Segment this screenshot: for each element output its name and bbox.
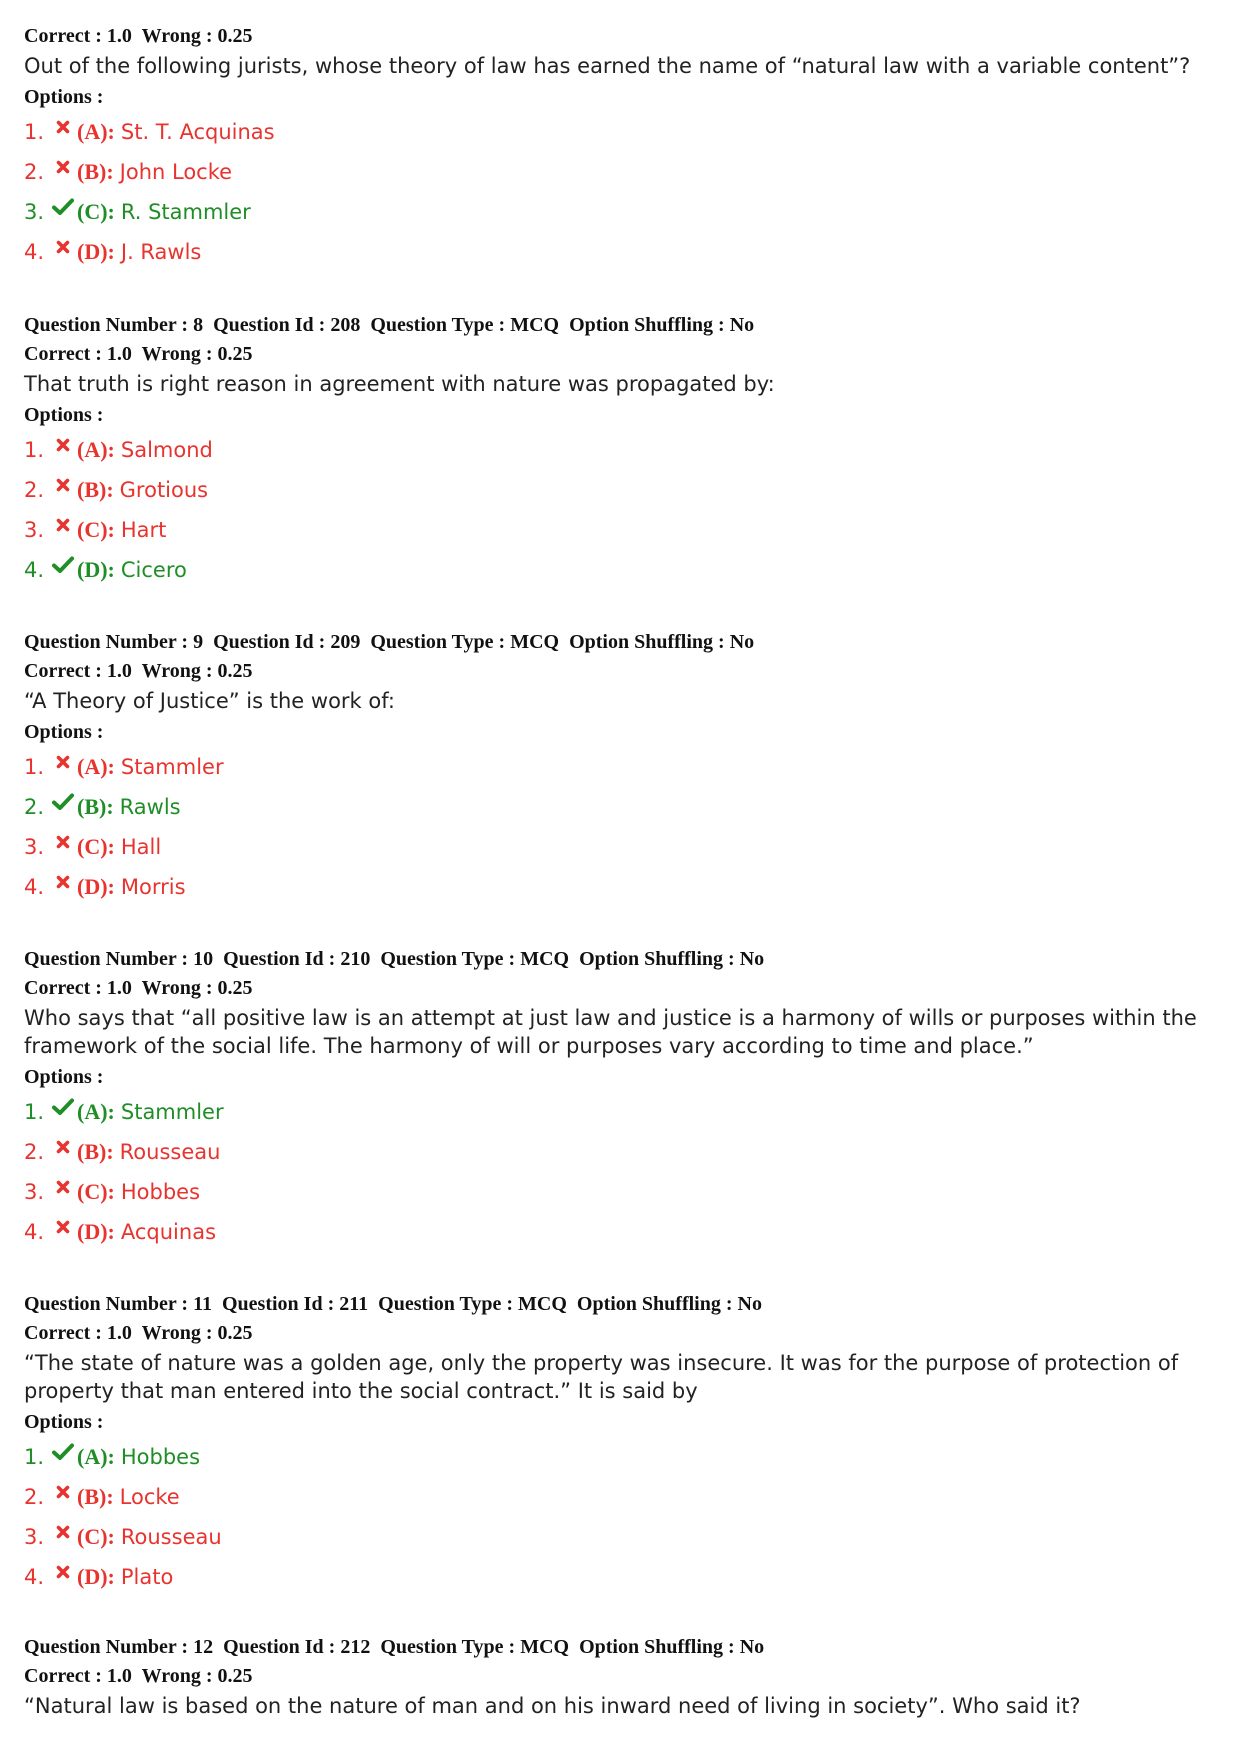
question-header: Question Number : 9 Question Id : 209 Question Type : MCQ Option Shuffling : No [24,631,755,653]
check-icon [50,198,75,216]
cross-icon [50,1485,75,1499]
cross-icon [50,438,75,452]
option-a: 1. (A): Stammler [24,754,224,779]
cross-icon [50,240,75,254]
question-text: “A Theory of Justice” is the work of: [24,689,395,713]
check-icon [50,1098,75,1116]
option-a: 1. (A): Salmond [24,437,213,462]
question-text: That truth is right reason in agreement with nature was propagated by: [24,372,775,396]
cross-icon [50,835,75,849]
cross-icon [50,1565,75,1579]
question-text: “Natural law is based on the nature of man and on his inward need of living in society”. Who said it? [24,1694,1081,1718]
check-icon [50,1443,75,1461]
cross-icon [50,1180,75,1194]
question-block-12 [24,1633,1214,1720]
options-label: Options : [24,1066,104,1088]
option-c: 3. (C): Hart [24,517,167,542]
option-b: 2. (B): Grotious [24,477,209,502]
option-c: 3. (C): Hall [24,834,162,859]
option-a: 1. (A): Stammler [24,1099,224,1124]
cross-icon [50,1220,75,1234]
cross-icon [50,1525,75,1539]
option-b: 2. (B): Locke [24,1484,180,1509]
option-b: 2. (B): Rousseau [24,1139,221,1164]
check-icon [50,793,75,811]
marks-line: Correct : 1.0 Wrong : 0.25 [24,1665,253,1687]
question-header: Question Number : 10 Question Id : 210 Question Type : MCQ Option Shuffling : No [24,948,765,970]
options-label: Options : [24,721,104,743]
option-a: 1. (A): Hobbes [24,1444,201,1469]
option-d: 4. (D): Plato [24,1564,174,1589]
option-a: 1. (A): St. T. Acquinas [24,119,275,144]
question-header: Question Number : 12 Question Id : 212 Question Type : MCQ Option Shuffling : No [24,1636,765,1658]
marks-line: Correct : 1.0 Wrong : 0.25 [24,343,253,365]
marks-line: Correct : 1.0 Wrong : 0.25 [24,660,253,682]
marks-line: Correct : 1.0 Wrong : 0.25 [24,25,253,47]
marks-line: Correct : 1.0 Wrong : 0.25 [24,1322,253,1344]
option-b: 2. (B): John Locke [24,159,233,184]
question-block-8 [24,311,1214,590]
option-c: 3. (C): Hobbes [24,1179,201,1204]
option-c: 3. (C): R. Stammler [24,199,251,224]
question-block-7 [24,22,1214,272]
cross-icon [50,755,75,769]
question-header: Question Number : 11 Question Id : 211 Question Type : MCQ Option Shuffling : No [24,1293,762,1315]
options-label: Options : [24,404,104,426]
cross-icon [50,478,75,492]
cross-icon [50,120,75,134]
cross-icon [50,875,75,889]
options-label: Options : [24,1411,104,1433]
options-label: Options : [24,86,104,108]
question-text: Who says that “all positive law is an attempt at just law and justice is a harmony of wills or purposes within the framework of the social life. The harmony of will or purposes vary according to time and place.” [24,1006,1197,1058]
option-c: 3. (C): Rousseau [24,1524,222,1549]
question-header: Question Number : 8 Question Id : 208 Question Type : MCQ Option Shuffling : No [24,314,755,336]
option-b: 2. (B): Rawls [24,794,181,819]
question-text: Out of the following jurists, whose theory of law has earned the name of “natural law with a variable content”? [24,54,1191,78]
option-d: 4. (D): Morris [24,874,186,899]
question-block-9 [24,628,1214,907]
cross-icon [50,160,75,174]
question-block-11 [24,1290,1214,1597]
check-icon [50,556,75,574]
option-d: 4. (D): Cicero [24,557,187,582]
question-block-10 [24,945,1214,1252]
marks-line: Correct : 1.0 Wrong : 0.25 [24,977,253,999]
option-d: 4. (D): Acquinas [24,1219,217,1244]
question-text: “The state of nature was a golden age, only the property was insecure. It was for the purpose of protection of property that man entered into the social contract.” It is said by [24,1351,1179,1403]
cross-icon [50,1140,75,1154]
cross-icon [50,518,75,532]
option-d: 4. (D): J. Rawls [24,239,202,264]
